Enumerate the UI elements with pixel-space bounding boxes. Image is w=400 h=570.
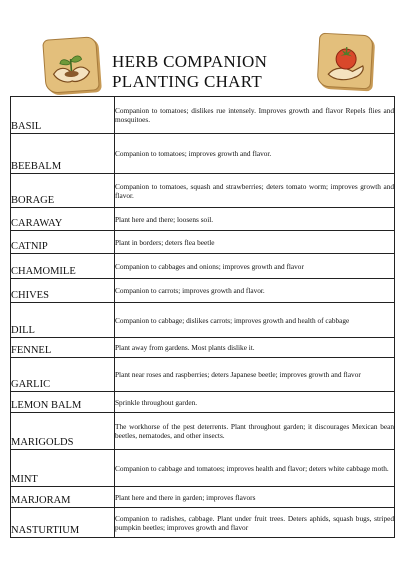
table-row (11, 254, 395, 279)
herb-description: Companion to tomatoes; dislikes rue intensely. Improves growth and flavor Repels flies and mosquitoes. (115, 97, 395, 134)
herb-name: BASIL (11, 97, 115, 134)
companion-planting-table (10, 96, 395, 538)
table-row (11, 303, 395, 338)
herb-name: FENNEL (11, 338, 115, 358)
herb-name: CHIVES (11, 279, 115, 303)
herb-name: LEMON BALM (11, 392, 115, 413)
table-row (11, 134, 395, 174)
table-row (11, 508, 395, 538)
table-row (11, 231, 395, 254)
herb-name: CHAMOMILE (11, 254, 115, 279)
herb-name: MARIGOLDS (11, 413, 115, 450)
herb-description: Sprinkle throughout garden. (115, 392, 395, 413)
herb-description: Plant here and there; loosens soil. (115, 208, 395, 231)
herb-name: GARLIC (11, 358, 115, 392)
herb-name: BEEBALM (11, 134, 115, 174)
herb-description: The workhorse of the pest deterrents. Plant throughout garden; it discourages Mexican bean beetles, nematodes, and other insects. (115, 413, 395, 450)
herb-description: Companion to tomatoes, squash and strawberries; deters tomato worm; improves growth and flavor. (115, 174, 395, 208)
table-row (11, 208, 395, 231)
herb-description: Companion to carrots; improves growth and flavor. (115, 279, 395, 303)
table-row (11, 392, 395, 413)
herb-description: Companion to cabbages and onions; improves growth and flavor (115, 254, 395, 279)
herb-description: Plant away from gardens. Most plants dislike it. (115, 338, 395, 358)
herb-description: Companion to cabbage and tomatoes; improves health and flavor; deters white cabbage moth. (115, 450, 395, 487)
herb-description: Plant near roses and raspberries; deters Japanese beetle; improves growth and flavor (115, 358, 395, 392)
page-title (112, 52, 302, 92)
herb-name: CATNIP (11, 231, 115, 254)
table-row (11, 413, 395, 450)
table-row (11, 174, 395, 208)
herb-name: MINT (11, 450, 115, 487)
table-row (11, 358, 395, 392)
page-header (0, 0, 400, 96)
herb-name: CARAWAY (11, 208, 115, 231)
herb-name: NASTURTIUM (11, 508, 115, 538)
table-row (11, 279, 395, 303)
title-line-1: HERB COMPANION (112, 52, 268, 71)
table-row (11, 97, 395, 134)
herb-name: MARJORAM (11, 487, 115, 508)
table-row (11, 450, 395, 487)
herb-description: Companion to tomatoes; improves growth and flavor. (115, 134, 395, 174)
title-line-2: PLANTING CHART (112, 72, 263, 91)
herb-description: Plant in borders; deters flea beetle (115, 231, 395, 254)
hand-tomato-icon (317, 33, 374, 90)
herb-name: BORAGE (11, 174, 115, 208)
table-row (11, 487, 395, 508)
table-row (11, 338, 395, 358)
herb-name: DILL (11, 303, 115, 338)
herb-description: Companion to radishes, cabbage. Plant under fruit trees. Deters aphids, squash bugs, striped pumpkin beetles; improves growth and flavor (115, 508, 395, 538)
herb-description: Plant here and there in garden; improves flavors (115, 487, 395, 508)
herb-description: Companion to cabbage; dislikes carrots; improves growth and health of cabbage (115, 303, 395, 338)
hands-seedling-icon (42, 36, 100, 94)
